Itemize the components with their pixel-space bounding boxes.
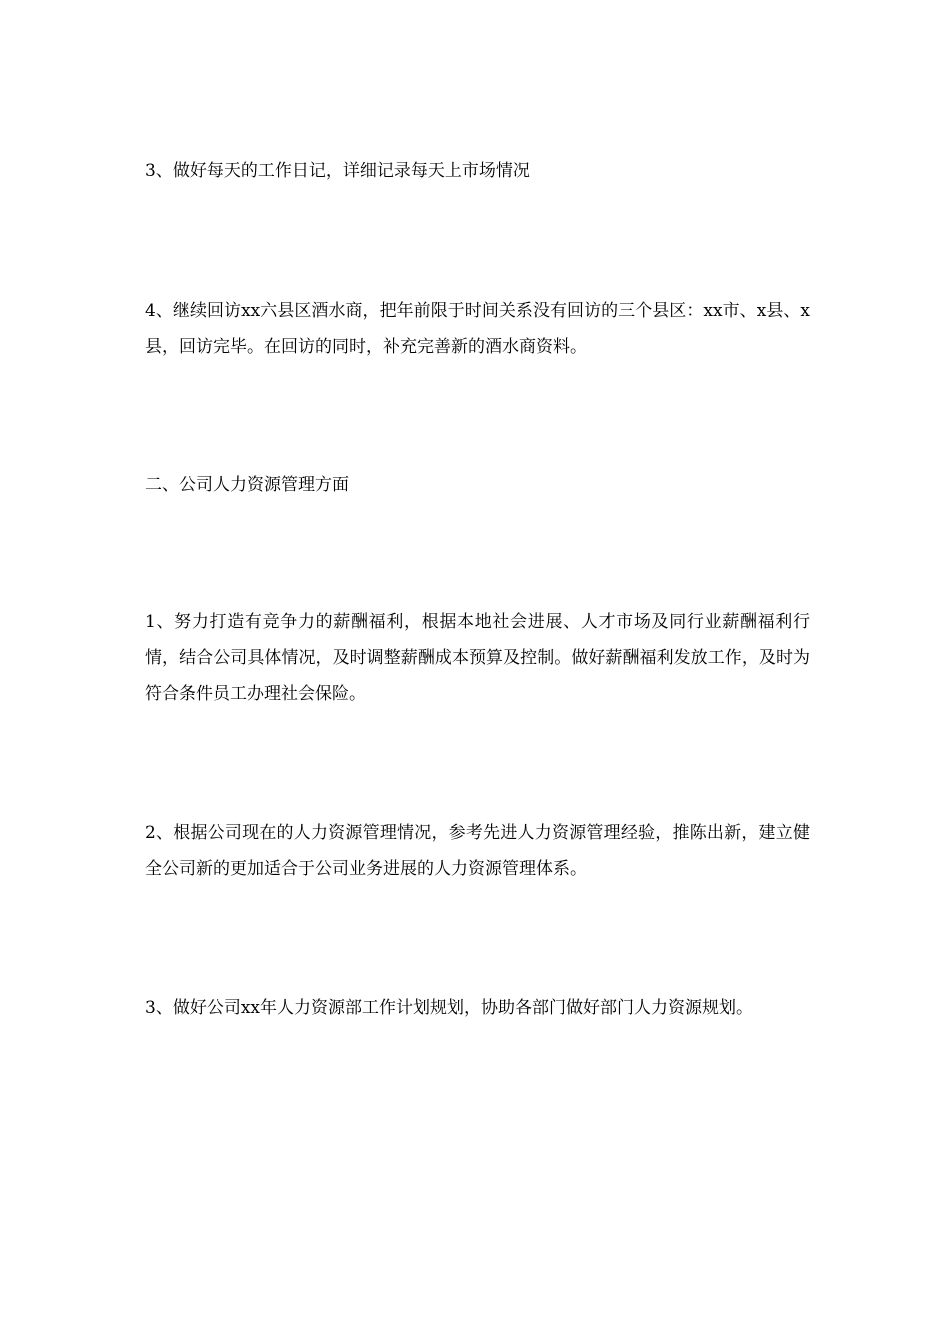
paragraph-hr-system: 2、根据公司现在的人力资源管理情况，参考先进人力资源管理经验，推陈出新，建立健全公司新的更加适合于公司业务进展的人力资源管理体系。 xyxy=(145,823,810,879)
paragraph-compensation: 1、努力打造有竞争力的薪酬福利，根据本地社会进展、人才市场及同行业薪酬福利行情，结合公司具体情况，及时调整薪酬成本预算及控制。做好薪酬福利发放工作，及时为符合条件员工办理社会保险。 xyxy=(145,612,810,704)
paragraph-revisit-dealers: 4、继续回访xx六县区酒水商，把年前限于时间关系没有回访的三个县区：xx市、x县、x县，回访完毕。在回访的同时，补充完善新的酒水商资料。 xyxy=(145,301,810,357)
section-heading-hr-management: 二、公司人力资源管理方面 xyxy=(145,475,349,495)
paragraph-work-diary: 3、做好每天的工作日记，详细记录每天上市场情况 xyxy=(145,161,530,181)
paragraph-hr-plan: 3、做好公司xx年人力资源部工作计划规划，协助各部门做好部门人力资源规划。 xyxy=(145,998,753,1018)
